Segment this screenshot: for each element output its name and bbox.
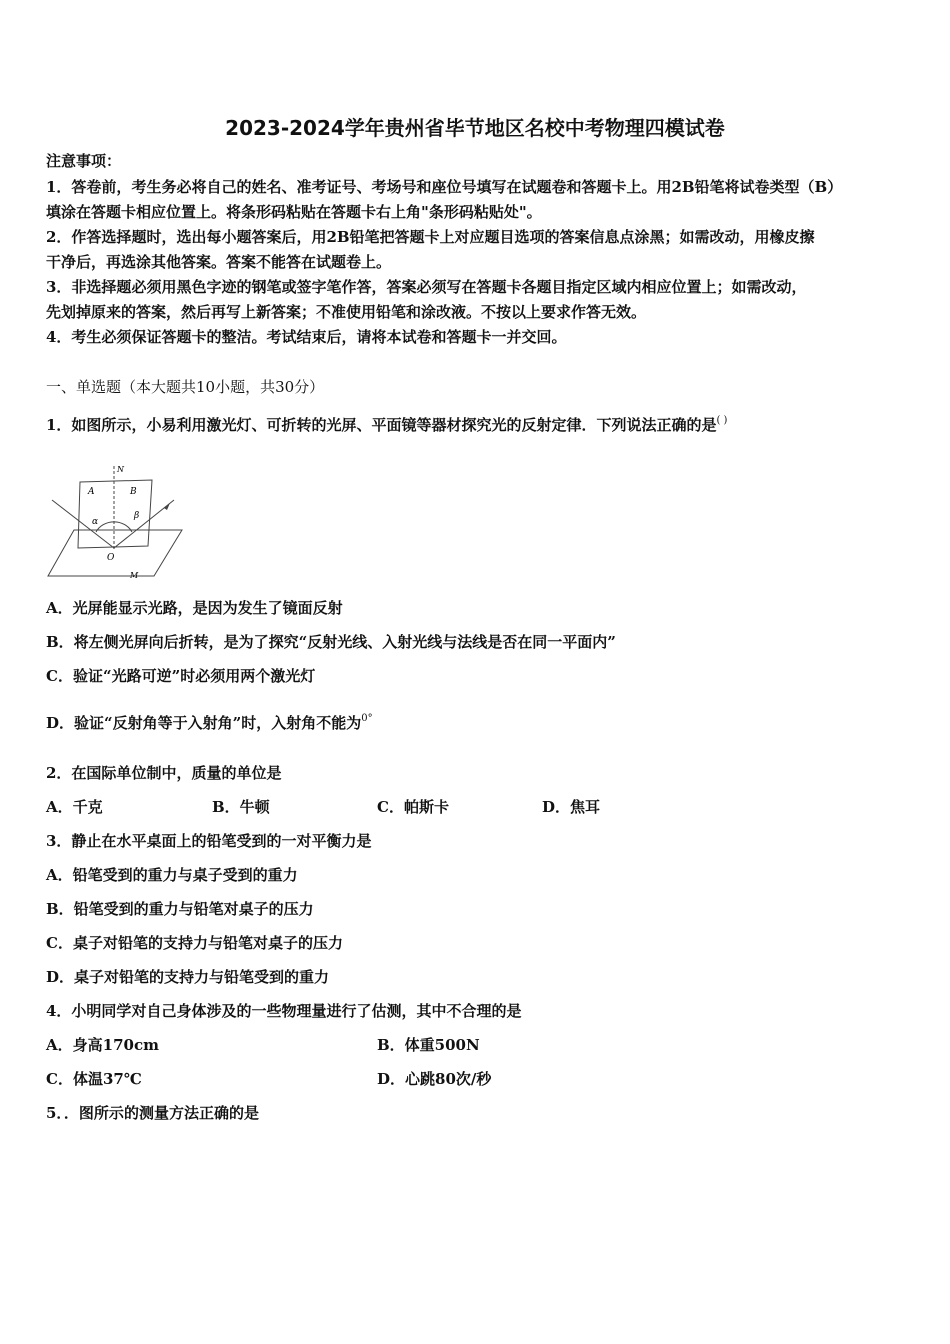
q3-option-d: D．桌子对铅笔的支持力与铅笔受到的重力 bbox=[46, 968, 330, 986]
q3-option-b: B．铅笔受到的重力与铅笔对桌子的压力 bbox=[46, 900, 314, 918]
q1-option-b: B．将左侧光屏向后折转，是为了探究“反射光线、入射光线与法线是否在同一平面内” bbox=[46, 633, 616, 651]
notice-line: 2．作答选择题时，选出每小题答案后，用2B铅笔把答题卡上对应题目选项的答案信息点涂黑；如需改动，用橡皮擦 bbox=[46, 228, 815, 246]
label-A: A bbox=[88, 487, 95, 497]
q1-stem bbox=[46, 415, 727, 435]
label-beta: β bbox=[134, 511, 140, 521]
q2-option-a: A．千克 bbox=[46, 798, 103, 816]
q1-reflection-figure bbox=[44, 458, 184, 580]
q3-option-a: A．铅笔受到的重力与桌子受到的重力 bbox=[46, 866, 298, 884]
q4-option-c: C．体温37℃ bbox=[46, 1070, 142, 1088]
page-title: 2023-2024学年贵州省毕节地区名校中考物理四模试卷 bbox=[225, 116, 725, 140]
q4-option-d: D．心跳80次/秒 bbox=[377, 1070, 492, 1088]
label-O: O bbox=[107, 553, 115, 563]
q1-option-a: A．光屏能显示光路，是因为发生了镜面反射 bbox=[46, 599, 343, 617]
label-N: N bbox=[117, 465, 124, 474]
q1-option-c: C．验证“光路可逆”时必须用两个激光灯 bbox=[46, 667, 316, 685]
mirror-plane bbox=[48, 530, 182, 576]
notice-line: 4．考生必须保证答题卡的整洁。考试结束后，请将本试卷和答题卡一并交回。 bbox=[46, 328, 567, 346]
notice-line: 填涂在答题卡相应位置上。将条形码粘贴在答题卡右上角"条形码粘贴处"。 bbox=[46, 203, 542, 221]
label-alpha: α bbox=[92, 517, 99, 527]
q3-stem: 3．静止在水平桌面上的铅笔受到的一对平衡力是 bbox=[46, 832, 372, 850]
q4-option-b: B．体重500N bbox=[377, 1036, 480, 1054]
label-B: B bbox=[130, 487, 137, 497]
q1-option-d bbox=[46, 713, 373, 733]
q2-stem: 2．在国际单位制中，质量的单位是 bbox=[46, 764, 282, 782]
q2-option-b: B．牛顿 bbox=[212, 798, 270, 816]
label-M: M bbox=[130, 571, 139, 580]
q3-option-c: C．桌子对铅笔的支持力与铅笔对桌子的压力 bbox=[46, 934, 343, 952]
notice-line: 干净后，再选涂其他答案。答案不能答在试题卷上。 bbox=[46, 253, 392, 271]
notice-line: 3．非选择题必须用黑色字迹的钢笔或签字笔作答，答案必须写在答题卡各题目指定区域内相应位置上；如需改动， bbox=[46, 278, 807, 296]
notice-heading: 注意事项： bbox=[46, 152, 122, 170]
q5-stem: 5．．图所示的测量方法正确的是 bbox=[46, 1104, 259, 1122]
q1-paren: ( ) bbox=[716, 415, 728, 426]
q1-stem-text: 1．如图所示，小易利用激光灯、可折转的光屏、平面镜等器材探究光的反射定律．下列说法正确的是 bbox=[46, 416, 717, 434]
q1-option-d-sup: 0° bbox=[361, 713, 373, 724]
q4-option-a: A．身高170cm bbox=[46, 1036, 159, 1054]
notice-line: 先划掉原来的答案，然后再写上新答案；不准使用铅笔和涂改液。不按以上要求作答无效。 bbox=[46, 303, 647, 321]
q1-option-d-text: D．验证“反射角等于入射角”时，入射角不能为 bbox=[46, 714, 362, 732]
q2-option-d: D．焦耳 bbox=[542, 798, 601, 816]
q2-option-c: C．帕斯卡 bbox=[377, 798, 449, 816]
notice-line: 1．答卷前，考生务必将自己的姓名、准考证号、考场号和座位号填写在试题卷和答题卡上。用2B铅笔将试卷类型（B） bbox=[46, 178, 843, 196]
section-heading: 一、单选题（本大题共10小题，共30分） bbox=[46, 378, 325, 396]
q4-stem: 4．小明同学对自己身体涉及的一些物理量进行了估测，其中不合理的是 bbox=[46, 1002, 522, 1020]
